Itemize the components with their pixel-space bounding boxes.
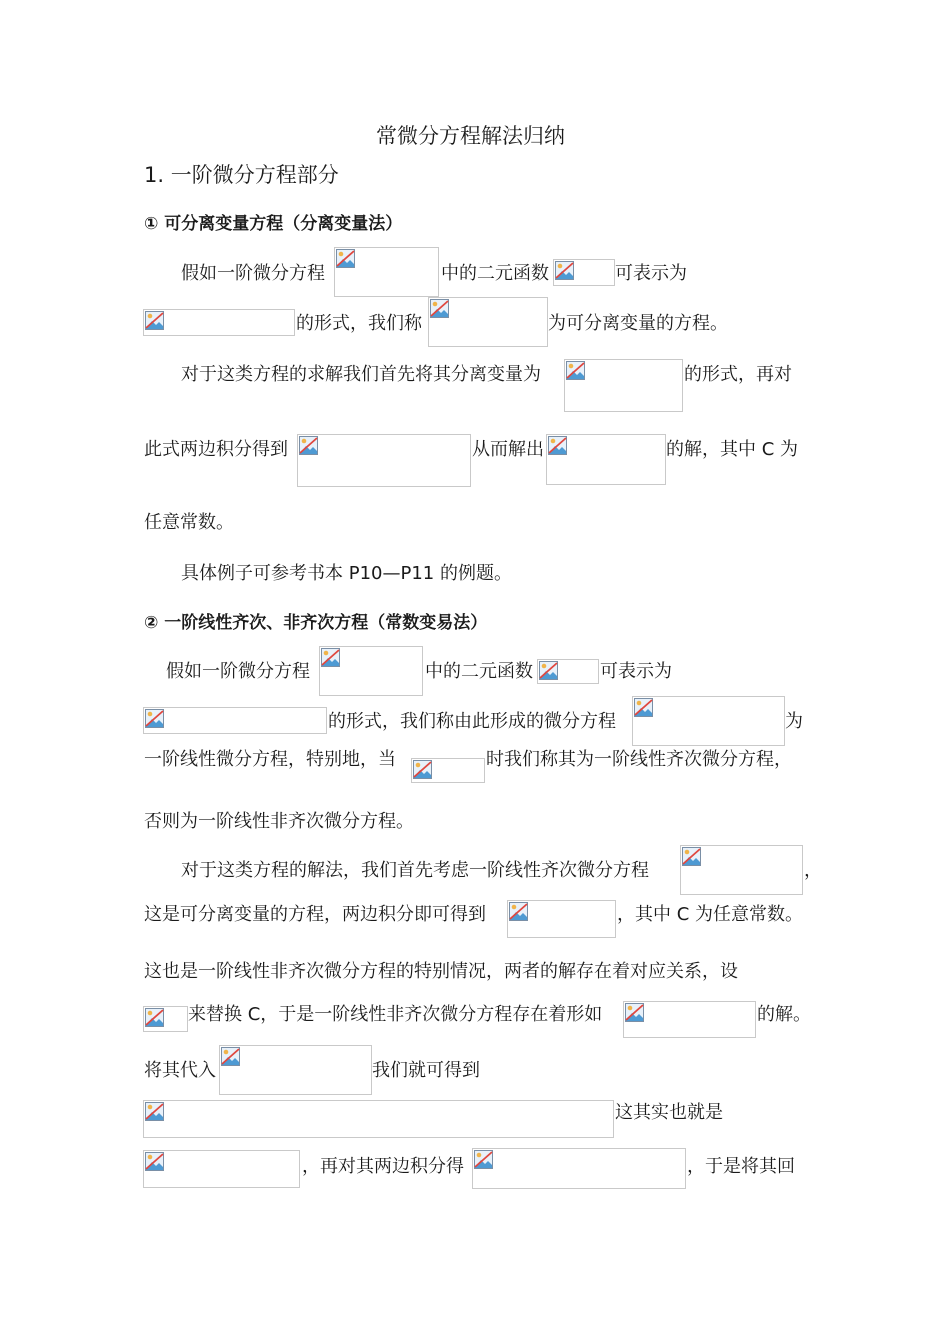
formula-image bbox=[143, 1006, 188, 1032]
broken-image-icon bbox=[566, 361, 585, 380]
broken-image-icon bbox=[509, 902, 528, 921]
paragraph-text: 假如一阶微分方程 bbox=[166, 661, 310, 682]
paragraph-text: 将其代入 bbox=[144, 1060, 216, 1081]
paragraph-text: 的形式，再对 bbox=[684, 364, 792, 385]
document-title: 常微分方程解法归纳 bbox=[376, 124, 565, 148]
broken-image-icon bbox=[682, 847, 701, 866]
paragraph-text: ，于是将其回 bbox=[687, 1156, 795, 1177]
subsection-heading: ① 可分离变量方程（分离变量法） bbox=[144, 214, 403, 234]
paragraph-text: 中的二元函数 bbox=[441, 263, 549, 284]
paragraph-text: 的解。 bbox=[757, 1004, 811, 1025]
broken-image-icon bbox=[548, 436, 567, 455]
paragraph-text: 的解，其中 C 为 bbox=[666, 439, 799, 460]
formula-image bbox=[219, 1045, 372, 1095]
formula-image bbox=[319, 646, 423, 696]
formula-image bbox=[297, 434, 471, 487]
formula-image bbox=[334, 247, 439, 297]
formula-image bbox=[507, 900, 616, 938]
paragraph-text: 为 bbox=[785, 711, 803, 732]
broken-image-icon bbox=[539, 661, 558, 680]
paragraph-text: 可表示为 bbox=[615, 263, 687, 284]
paragraph-text: 任意常数。 bbox=[144, 512, 234, 533]
formula-image bbox=[411, 758, 485, 783]
broken-image-icon bbox=[321, 648, 340, 667]
formula-image bbox=[143, 1100, 614, 1138]
paragraph-text: 中的二元函数 bbox=[425, 661, 533, 682]
formula-image bbox=[546, 434, 666, 485]
broken-image-icon bbox=[145, 1008, 164, 1027]
paragraph-text: 我们就可得到 bbox=[372, 1060, 480, 1081]
formula-image bbox=[680, 845, 803, 895]
broken-image-icon bbox=[625, 1003, 644, 1022]
paragraph-text: 此式两边积分得到 bbox=[144, 439, 288, 460]
paragraph-text: 具体例子可参考书本 P10—P11 的例题。 bbox=[181, 563, 512, 584]
paragraph-text: 这其实也就是 bbox=[615, 1102, 723, 1123]
paragraph-text: 来替换 C，于是一阶线性非齐次微分方程存在着形如 bbox=[188, 1004, 603, 1025]
broken-image-icon bbox=[430, 299, 449, 318]
broken-image-icon bbox=[145, 709, 164, 728]
formula-image bbox=[143, 1150, 300, 1188]
paragraph-text: ，再对其两边积分得 bbox=[302, 1156, 464, 1177]
formula-image bbox=[623, 1001, 756, 1038]
broken-image-icon bbox=[145, 1152, 164, 1171]
paragraph-text: ，其中 C 为任意常数。 bbox=[617, 904, 804, 925]
paragraph-text: 这是可分离变量的方程，两边积分即可得到 bbox=[144, 904, 486, 925]
formula-image bbox=[143, 707, 327, 734]
broken-image-icon bbox=[299, 436, 318, 455]
paragraph-text: ， bbox=[804, 860, 822, 881]
formula-image bbox=[537, 659, 599, 684]
subsection-heading: ② 一阶线性齐次、非齐次方程（常数变易法） bbox=[144, 613, 488, 633]
formula-image bbox=[632, 696, 785, 746]
broken-image-icon bbox=[555, 261, 574, 280]
paragraph-text: 对于这类方程的求解我们首先将其分离变量为 bbox=[181, 364, 541, 385]
formula-image bbox=[553, 259, 615, 286]
section-heading: 1. 一阶微分方程部分 bbox=[144, 163, 339, 187]
paragraph-text: 这也是一阶线性非齐次微分方程的特别情况，两者的解存在着对应关系，设 bbox=[144, 961, 738, 982]
paragraph-text: 一阶线性微分方程，特别地，当 bbox=[144, 749, 396, 770]
broken-image-icon bbox=[634, 698, 653, 717]
paragraph-text: 时我们称其为一阶线性齐次微分方程， bbox=[486, 749, 792, 770]
formula-image bbox=[143, 309, 295, 336]
broken-image-icon bbox=[474, 1150, 493, 1169]
broken-image-icon bbox=[221, 1047, 240, 1066]
broken-image-icon bbox=[145, 1102, 164, 1121]
formula-image bbox=[564, 359, 683, 412]
paragraph-text: 假如一阶微分方程 bbox=[181, 263, 325, 284]
paragraph-text: 对于这类方程的解法，我们首先考虑一阶线性齐次微分方程 bbox=[181, 860, 649, 881]
paragraph-text: 从而解出 bbox=[472, 439, 544, 460]
broken-image-icon bbox=[145, 311, 164, 330]
broken-image-icon bbox=[413, 760, 432, 779]
formula-image bbox=[472, 1148, 686, 1189]
paragraph-text: 为可分离变量的方程。 bbox=[548, 313, 728, 334]
paragraph-text: 的形式，我们称由此形成的微分方程 bbox=[328, 711, 616, 732]
paragraph-text: 否则为一阶线性非齐次微分方程。 bbox=[144, 811, 414, 832]
paragraph-text: 的形式，我们称 bbox=[296, 313, 422, 334]
formula-image bbox=[428, 297, 548, 347]
paragraph-text: 可表示为 bbox=[600, 661, 672, 682]
broken-image-icon bbox=[336, 249, 355, 268]
